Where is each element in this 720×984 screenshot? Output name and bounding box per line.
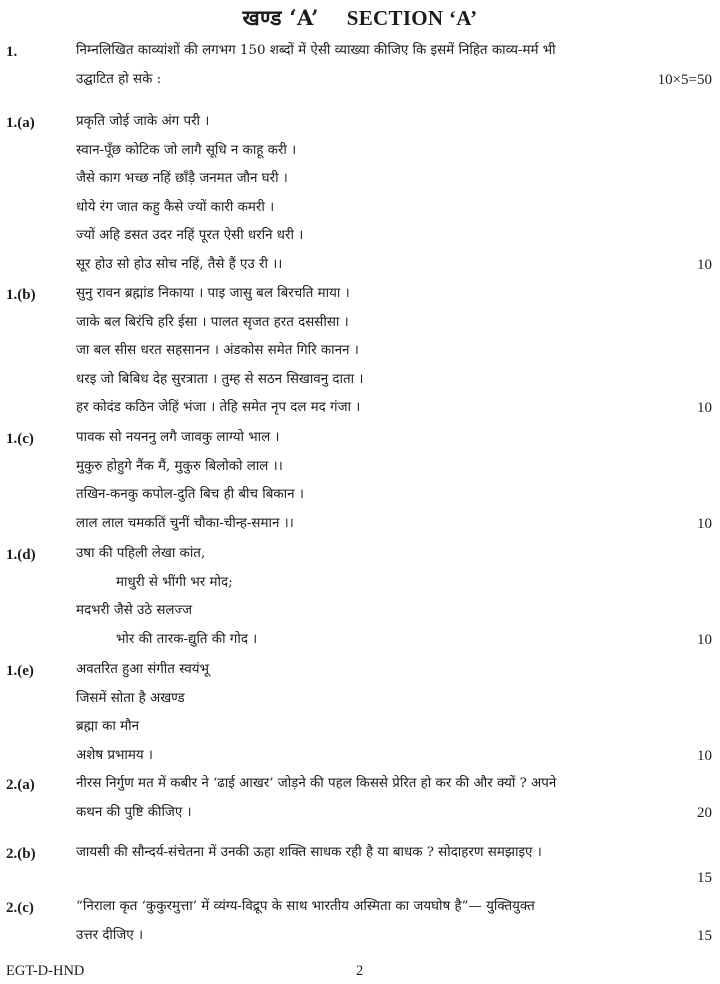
verse-line: [76, 394, 712, 423]
verse-line: जा बल सीस धरत सहसानन । अंडकोस समेत गिरि कानन ।: [76, 343, 359, 358]
question-line-text: कथन की पुष्टि कीजिए ।: [76, 804, 192, 820]
question-number: 1.(a): [6, 115, 35, 131]
question-number: 1.: [6, 44, 18, 60]
question-number: 2.(b): [6, 846, 36, 862]
question-line: “निराला कृत ‘कुकुरमुत्ता’ में व्यंग्य-विद्रूप के साथ भारतीय अस्मिता का जयघोष है”— युक्तियुक्त: [76, 899, 535, 914]
verse-line-text: भोर की तारक-द्युति की गोद ।: [116, 631, 258, 647]
question-number: 1.(b): [6, 287, 36, 303]
verse-block: [76, 540, 712, 654]
verse-line: धरइ जो बिबिध देह सुरत्राता । तुम्ह से सठन सिखावनु दाता ।: [76, 371, 364, 387]
marks: 20: [697, 804, 712, 821]
verse-line: मदभरी जैसे उठे सलज्ज: [76, 603, 193, 618]
verse-line: स्वान-पूँछ कोटिक जो लागै सूधि न काहू करी ।: [76, 142, 297, 158]
verse-line: जैसे काग भच्छ नहिं छाँड़ै जनमत जौन घरी ।: [76, 171, 288, 186]
verse-line: [76, 626, 712, 655]
verse-block: [76, 108, 712, 279]
question-line: [76, 66, 712, 95]
question-line-text: उत्तर दीजिए ।: [76, 927, 144, 943]
marks: 10: [697, 400, 712, 416]
question-text: [76, 770, 712, 827]
verse-line: सुनु रावन ब्रह्मांड निकाया । पाइ जासु बल बिरचति माया ।: [76, 286, 350, 301]
verse-line: अवतरित हुआ संगीत स्वयंभू: [76, 662, 209, 677]
verse-line: [76, 742, 712, 771]
verse-line: मुकुरु होहुगे नैंक मैं, मुकुरु बिलोको लाल ।।: [76, 458, 283, 474]
section-heading-hindi: खण्ड ‘A’: [242, 5, 319, 30]
question-text: [76, 893, 712, 950]
verse-line-text: सूर होउ सो होउ सोच नहिं, तैसे हैं एउ री ।।: [76, 256, 283, 272]
marks: 10: [697, 256, 712, 273]
section-heading: [0, 4, 720, 32]
paper-code: EGT-D-HND: [6, 963, 85, 979]
marks: 15: [697, 869, 712, 886]
question-number: 2.(c): [6, 900, 34, 916]
verse-line-text: हर कोदंड कठिन जेहिं भंजा । तेहि समेत नृप दल मद गंजा ।: [76, 400, 361, 415]
verse-line: ज्यों अहि डसत उदर नहिं पूरत ऐसी धरनि धरी ।: [76, 228, 304, 243]
marks: 15: [697, 927, 712, 944]
verse-line: ब्रह्मा का मौन: [76, 719, 140, 734]
question-line: [76, 799, 712, 828]
question-line: [76, 868, 712, 888]
verse-line-text: लाल लाल चमकतिं चुनीं चौका-चीन्ह-समान ।।: [76, 515, 294, 531]
marks: 10: [697, 515, 712, 532]
question-text: [76, 839, 712, 888]
question-line: [76, 922, 712, 951]
verse-block: [76, 424, 712, 538]
verse-line: जिसमें सोता है अखण्ड: [76, 690, 185, 706]
question-number: 1.(d): [6, 547, 36, 563]
verse-line: [76, 510, 712, 539]
verse-block: [76, 280, 712, 423]
verse-line: धोये रंग जात कहु कैसे ज्यों कारी कमरी ।: [76, 199, 275, 215]
verse-line: पावक सो नयननु लगै जावकु लाग्यो भाल ।: [76, 430, 280, 445]
question-line: निम्नलिखित काव्यांशों की लगभग 150 शब्दों में ऐसी व्याख्या कीजिए कि इसमें निहित काव्य-मर्म भी: [76, 43, 556, 58]
question-number: 1.(c): [6, 431, 34, 447]
verse-line: प्रकृति जोई जाके अंग परी ।: [76, 114, 210, 129]
question-number: 1.(e): [6, 663, 34, 679]
verse-line-text: अशेष प्रभामय ।: [76, 747, 153, 763]
question-line-text: उद्घाटित हो सके :: [76, 71, 162, 87]
verse-line: उषा की पहिली लेखा कांत,: [76, 546, 206, 561]
page-number: 2: [356, 963, 364, 979]
marks: 10×5=50: [657, 71, 712, 88]
question-line: जायसी की सौन्दर्य-संचेतना में उनकी ऊहा शक्ति साधक रही है या बाधक ? सोदाहरण समझाइए ।: [76, 845, 542, 860]
verse-line: तखिन-कनकु कपोल-दुति बिच ही बीच बिकान ।: [76, 487, 304, 502]
verse-line: [76, 251, 712, 280]
section-heading-english: SECTION ‘A’: [346, 6, 478, 30]
question-line: नीरस निर्गुण मत में कबीर ने ‘ढाई आखर’ जोड़ने की पहल किससे प्रेरित हो कर की और क्यों ? अपने: [76, 776, 557, 791]
verse-line: जाके बल बिरंचि हरि ईसा । पालत सृजत हरत दससीसा ।: [76, 314, 349, 330]
question-number: 2.(a): [6, 777, 35, 793]
question-text: [76, 37, 712, 94]
marks: 10: [697, 631, 712, 648]
verse-line: माधुरी से भींगी भर मोद;: [116, 574, 233, 590]
marks: 10: [697, 747, 712, 764]
verse-block: [76, 656, 712, 770]
